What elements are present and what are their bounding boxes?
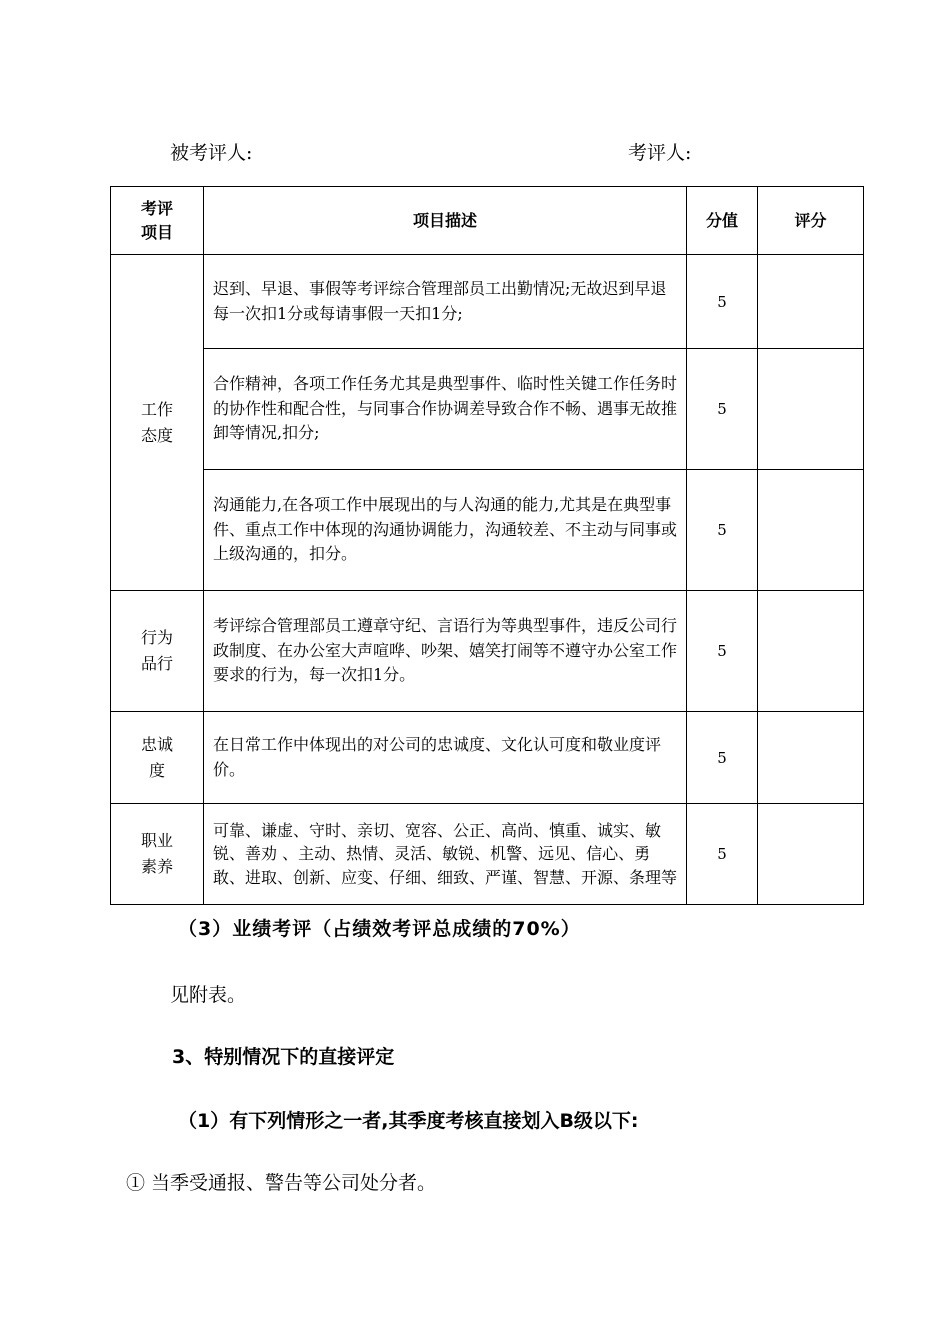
special-heading: 3、特别情况下的直接评定 — [172, 1046, 395, 1068]
performance-heading: （3）业绩考评（占绩效考评总成绩的70%） — [178, 918, 581, 940]
item-description: 沟通能力,在各项工作中展现出的与人沟通的能力,尤其是在典型事件、重点工作中体现的沟通协调能力，沟通较差、不主动与同事或上级沟通的，扣分。 — [204, 470, 687, 591]
header-score: 分值 — [687, 187, 758, 255]
header-description: 项目描述 — [204, 187, 687, 255]
evaluee-label: 被考评人: — [170, 142, 253, 164]
item-description: 合作精神，各项工作任务尤其是典型事件、临时性关键工作任务时的协作性和配合性，与同事合作协调差导致合作不畅、遇事无故推卸等情况,扣分; — [204, 349, 687, 470]
item-rating-cell[interactable] — [758, 712, 864, 804]
item-rating-cell[interactable] — [758, 470, 864, 591]
category-line2: 态度 — [140, 425, 173, 445]
header-category-line1: 考评 — [140, 198, 173, 218]
category-line1: 职业 — [140, 831, 173, 851]
item-rating-cell[interactable] — [758, 349, 864, 470]
see-attachment-text: 见附表。 — [170, 984, 247, 1006]
header-rating: 评分 — [758, 187, 864, 255]
item-rating-cell[interactable] — [758, 255, 864, 349]
item-score: 5 — [687, 470, 758, 591]
table-row — [111, 591, 864, 712]
category-line2: 度 — [148, 760, 165, 780]
list-item: ① 当季受通报、警告等公司处分者。 — [126, 1172, 437, 1194]
item-description: 可靠、谦虚、守时、亲切、宽容、公正、高尚、慎重、诚实、敏锐、善劝 、主动、热情、灵活、敏锐、机警、远见、信心、勇敢、进取、创新、应变、仔细、细致、严谨、智慧、开源、条理等 — [204, 804, 687, 905]
item-score: 5 — [687, 804, 758, 905]
category-line1: 行为 — [140, 628, 173, 648]
evaluation-table — [110, 186, 864, 905]
item-description: 在日常工作中体现出的对公司的忠诚度、文化认可度和敬业度评价。 — [204, 712, 687, 804]
item-description: 考评综合管理部员工遵章守纪、言语行为等典型事件，违反公司行政制度、在办公室大声喧哗、吵架、嬉笑打闹等不遵守办公室工作要求的行为，每一次扣1分。 — [204, 591, 687, 712]
item-score: 5 — [687, 255, 758, 349]
category-line1: 工作 — [140, 399, 173, 419]
category-loyalty — [111, 712, 204, 804]
category-professionalism — [111, 804, 204, 905]
item-rating-cell[interactable] — [758, 591, 864, 712]
category-behavior — [111, 591, 204, 712]
table-row — [111, 349, 864, 470]
item-score: 5 — [687, 349, 758, 470]
table-row — [111, 712, 864, 804]
table-row — [111, 804, 864, 905]
category-line2: 素养 — [140, 857, 173, 876]
category-line1: 忠诚 — [140, 734, 173, 754]
table-row — [111, 255, 864, 349]
category-work-attitude — [111, 255, 204, 591]
category-line2: 品行 — [140, 654, 173, 673]
item-score: 5 — [687, 712, 758, 804]
item-rating-cell[interactable] — [758, 804, 864, 905]
item-score: 5 — [687, 591, 758, 712]
table-row — [111, 470, 864, 591]
header-category — [111, 187, 204, 255]
header-category-line2: 项目 — [140, 222, 173, 242]
item-description: 迟到、早退、事假等考评综合管理部员工出勤情况;无故迟到早退每一次扣1分或每请事假一天扣1分; — [204, 255, 687, 349]
table-header-row — [111, 187, 864, 255]
sub-heading-1: （1）有下列情形之一者,其季度考核直接划入B级以下: — [178, 1110, 639, 1132]
evaluator-label: 考评人: — [628, 142, 692, 164]
